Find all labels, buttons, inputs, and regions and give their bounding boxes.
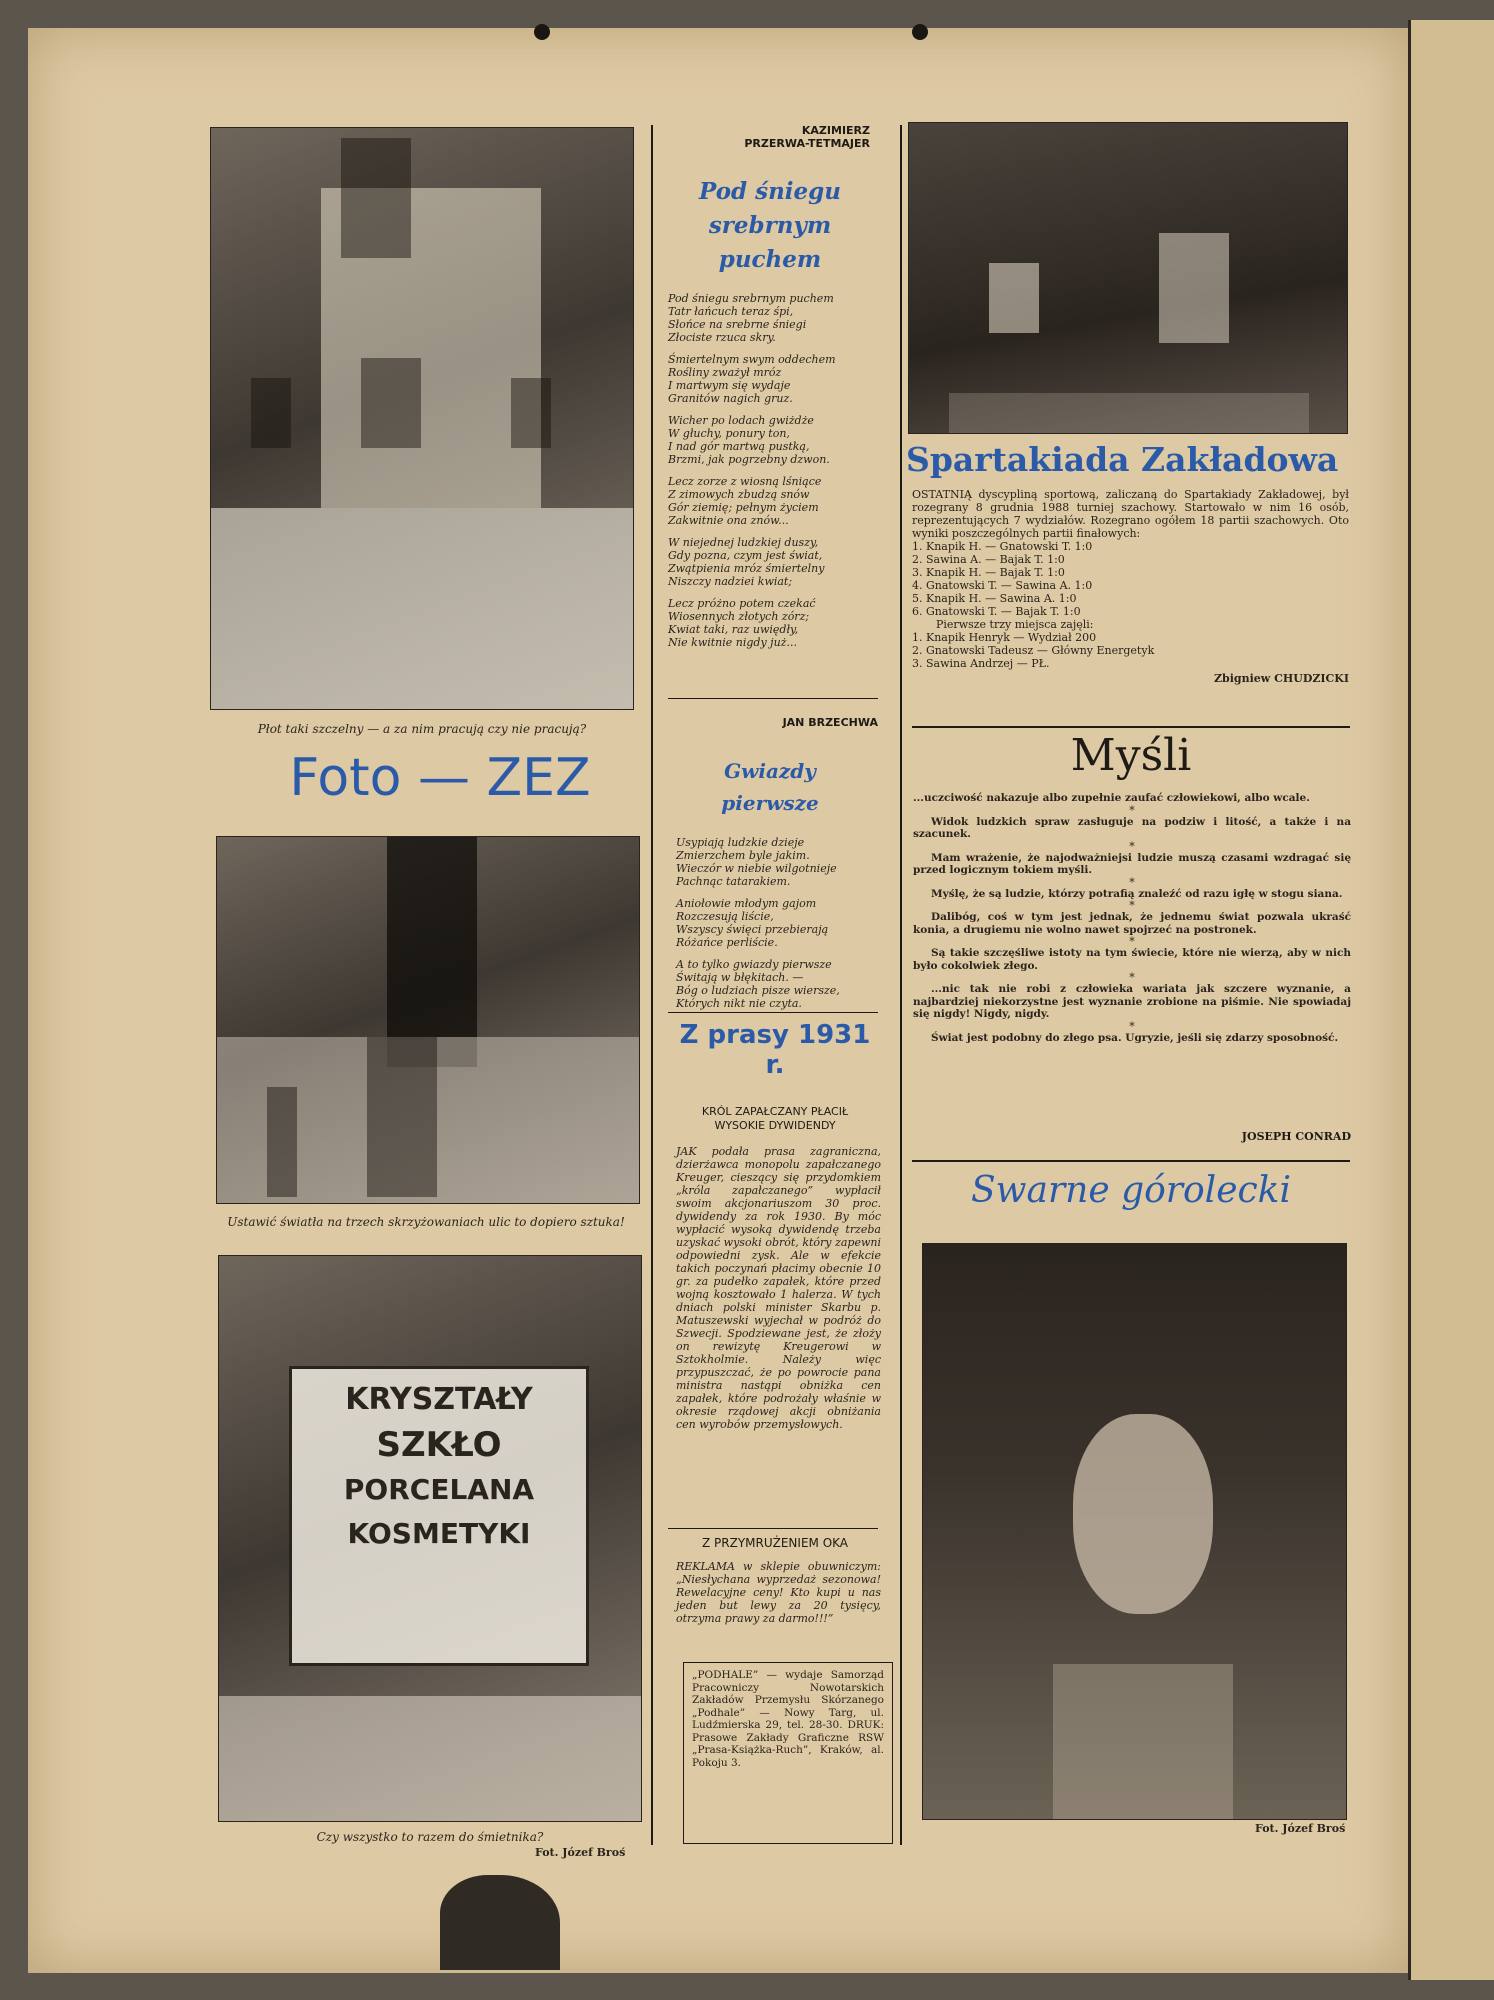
poem-stanza <box>668 292 880 344</box>
torn-paper-area <box>440 1875 560 1970</box>
joke-body: REKLAMA w sklepie obuwniczym: „Niesłychana wyprzedaż sezonowa! Rewelacyjne ceny! Kto kupi u nas jeden but lewy za 20 tysięcy, otrzyma prawy za darmo!!!” <box>676 1560 881 1625</box>
poem-line: Niszczy nadziei kwiat; <box>668 575 793 588</box>
poem-title <box>665 175 875 277</box>
column-rule <box>900 125 902 1845</box>
article-intro: OSTATNIĄ dyscypliną sportową, zaliczaną do Spartakiady Zakładowej, był rozegrany 8 grudnia 1988 turniej szachowy. Startowało w nim 16 osób, reprezentujących 7 wydziałów. Rozegrano ogółem 18 partii szachowych. Oto wyniki poszczególnych partii finałowych: <box>912 488 1349 540</box>
poem-line: Aniołowie młodym gajom <box>676 897 817 910</box>
binding-hole <box>912 24 928 40</box>
poem-line: Wieczór w niebie wilgotnieje <box>676 862 837 875</box>
section-title: Foto — ZEZ <box>289 748 591 808</box>
result-row: 4. Gnatowski T. — Sawina A. 1:0 <box>912 579 1093 592</box>
poem-line: Lecz zorze z wiosną lśniące <box>668 475 822 488</box>
separator <box>912 1160 1350 1162</box>
poem-line: A to tylko gwiazdy pierwsze <box>676 958 832 971</box>
star-divider: * <box>1129 899 1135 912</box>
poem-stanza <box>668 475 880 527</box>
portrait-photo <box>922 1243 1347 1820</box>
article-subtitle <box>668 1105 882 1133</box>
poem-line: Lecz próżno potem czekać <box>668 597 816 610</box>
poem-stanza <box>676 958 881 1010</box>
quote-author: JOSEPH CONRAD <box>1241 1130 1351 1143</box>
poem-author: JAN BRZECHWA <box>782 716 878 729</box>
star-divider: * <box>1129 1019 1135 1033</box>
separator <box>668 1012 878 1013</box>
poem-line: Słońce na srebrne śniegi <box>668 318 807 331</box>
poem-stanza <box>676 897 881 949</box>
poem-line: Śmiertelnym swym oddechem <box>668 353 836 366</box>
quote-text: Mam wrażenie, że najodważniejsi ludzie muszą czasami wzdragać się przed logicznym tokiem myśli. <box>913 851 1351 876</box>
poem-stanza <box>676 836 881 888</box>
town-hall-photo <box>210 127 634 710</box>
poem-line: Zwątpienia mróz śmiertelny <box>668 562 825 575</box>
photo-caption: Płot taki szczelny — a za nim pracują czy nie pracują? <box>257 722 587 736</box>
next-page-edge <box>1408 20 1494 1980</box>
impressum-box: „PODHALE” — wydaje Samorząd Pracowniczy Nowotarskich Zakładów Przemysłu Skórzanego „Podhale” — Nowy Targ, ul. Ludźmierska 29, tel. 28-30. DRUK: Prasowe Zakłady Graficzne RSW „Prasa-Książka-Ruch”, Kraków, al. Pokoju 3. <box>683 1662 893 1844</box>
poem-line: Bóg o ludziach pisze wiersze, <box>676 984 840 997</box>
chess-players-photo <box>908 122 1348 434</box>
article-subtitle-line: KRÓL ZAPAŁCZANY PŁACIŁ <box>701 1105 849 1118</box>
quote-text: Widok ludzkich spraw zasługuje na podziw i litość, a także i na szacunek. <box>913 815 1351 840</box>
poem-author-line: KAZIMIERZ <box>801 124 870 137</box>
poem-line: Wicher po lodach gwiżdże <box>668 414 814 427</box>
photo-caption: Ustawić światła na trzech skrzyżowaniach ulic to dopiero sztuka! <box>227 1215 625 1229</box>
poem-line: Rozczesują liście, <box>676 910 774 923</box>
poem-line: Zakwitnie ona znów... <box>668 514 789 527</box>
shop-sign-photo <box>218 1255 642 1822</box>
poem-line: Granitów nagich gruz. <box>668 392 793 405</box>
photo-credit: Fot. Józef Broś <box>1255 1822 1346 1835</box>
poem-line: Brzmi, jak pogrzebny dzwon. <box>668 453 830 466</box>
photo-caption: Czy wszystko to razem do śmietnika? <box>316 1830 544 1844</box>
poem-line: Zmierzchem byle jakim. <box>676 849 810 862</box>
binding-hole <box>534 24 550 40</box>
poem-line: Złociste rzuca skry. <box>668 331 776 344</box>
star-divider: * <box>1129 875 1135 889</box>
column-rule <box>651 125 653 1845</box>
section-title: Myśli <box>1070 730 1192 781</box>
section-title: Spartakiada Zakładowa <box>906 440 1339 479</box>
separator <box>668 1528 878 1529</box>
poem-line: I nad gór martwą pustką, <box>668 440 810 453</box>
separator <box>912 726 1350 728</box>
quote-text: Dalibóg, coś w tym jest jednak, że jednemu świat pozwala ukraść konia, a drugiemu nie wolno nawet spojrzeć na postronek. <box>913 911 1351 936</box>
poem-title-line: puchem <box>718 246 822 273</box>
quote-text: Myślę, że są ludzie, którzy potrafią znaleźć od razu igłę w stogu siana. <box>931 887 1343 900</box>
result-row: 6. Gnatowski T. — Bajak T. 1:0 <box>912 605 1081 618</box>
result-row: 3. Knapik H. — Bajak T. 1:0 <box>912 566 1065 579</box>
photo-credit: Fot. Józef Broś <box>535 1846 626 1859</box>
poem-title <box>665 755 875 819</box>
star-divider: * <box>1129 803 1135 817</box>
quote-text: ...nic tak nie robi z człowieka wariata jak szczere wyznanie, a najbardziej niekorzystne jest wyznanie zrobione na piśmie. Nie spowiadaj się nigdy! Nigdy, nigdy. <box>913 983 1351 1020</box>
poem-stanza <box>668 353 880 405</box>
star-divider: * <box>1129 971 1135 984</box>
poem-title-line: pierwsze <box>721 791 819 815</box>
quote-text: Świat jest podobny do złego psa. Ugryzie, jeśli się zdarzy sposobność. <box>931 1031 1339 1044</box>
spartakiada-article <box>912 488 1349 685</box>
poem-line: Nie kwitnie nigdy już... <box>668 636 797 649</box>
sign-text: KOSMETYKI <box>347 1517 531 1550</box>
places-intro: Pierwsze trzy miejsca zajęli: <box>936 618 1094 631</box>
sign-text: SZKŁO <box>376 1425 502 1465</box>
quotes-list <box>913 792 1351 1044</box>
result-row: 1. Knapik H. — Gnatowski T. 1:0 <box>912 540 1093 553</box>
section-title: Z prasy 1931 r. <box>679 1020 871 1080</box>
star-divider: * <box>1129 935 1135 948</box>
sign-text: KRYSZTAŁY <box>345 1382 533 1417</box>
poem-stanza <box>668 414 880 466</box>
separator <box>668 698 878 699</box>
poem-line: Pod śniegu srebrnym puchem <box>668 292 834 305</box>
quote-text: ...uczciwość nakazuje albo zupełnie zaufać człowiekowi, albo wcale. <box>913 792 1310 804</box>
sign-text: PORCELANA <box>343 1473 535 1506</box>
traffic-light-photo <box>216 836 640 1204</box>
poem-line: Różańce perliście. <box>676 936 778 949</box>
poem-line: W głuchy, ponury ton, <box>668 427 790 440</box>
quote-text: Są takie szczęśliwe istoty na tym świecie, które nie wierzą, aby w nich było cokolwiek złego. <box>913 947 1351 972</box>
poem-line: Świtają w błękitach. — <box>676 971 804 984</box>
poem-line: Tatr łańcuch teraz śpi, <box>668 305 794 318</box>
article-author: Zbigniew CHUDZICKI <box>1214 672 1349 685</box>
poem-line: Wszyscy święci przebierają <box>676 923 829 936</box>
poem-stanza <box>668 597 880 649</box>
result-row: 2. Gnatowski Tadeusz — Główny Energetyk <box>912 644 1155 657</box>
poem-title-line: Gwiazdy <box>724 759 816 783</box>
poem-author-line: PRZERWA-TETMAJER <box>744 137 870 150</box>
article-subtitle-line: WYSOKIE DYWIDENDY <box>714 1119 836 1132</box>
result-row: 1. Knapik Henryk — Wydział 200 <box>912 631 1097 644</box>
poem-title-line: Pod śniegu <box>699 178 841 205</box>
poem-author <box>660 124 870 150</box>
section-title: Z PRZYMRUŻENIEM OKA <box>701 1536 848 1550</box>
poem-line: Z zimowych zbudzą snów <box>668 488 810 501</box>
poem-line: Kwiat taki, raz uwiędły, <box>668 623 799 636</box>
poem-body <box>668 292 880 658</box>
star-divider: * <box>1129 839 1135 853</box>
poem-title-line: srebrnym <box>708 212 832 239</box>
poem-line: Wiosennych złotych zórz; <box>668 610 810 623</box>
poem-line: I martwym się wydaje <box>668 379 791 392</box>
section-title: Swarne górolecki <box>971 1170 1291 1211</box>
result-row: 5. Knapik H. — Sawina A. 1:0 <box>912 592 1077 605</box>
poem-line: Których nikt nie czyta. <box>676 997 802 1010</box>
poem-line: Rośliny zważył mróz <box>668 366 782 379</box>
poem-line: Gór ziemię; pełnym życiem <box>668 501 819 514</box>
result-row: 2. Sawina A. — Bajak T. 1:0 <box>912 553 1065 566</box>
poem-line: Usypiają ludzkie dzieje <box>676 836 805 849</box>
poem-body <box>676 836 881 1019</box>
result-row: 3. Sawina Andrzej — PŁ. <box>912 657 1050 670</box>
poem-line: Pachnąc tatarakiem. <box>676 875 791 888</box>
poem-stanza <box>668 536 880 588</box>
poem-line: W niejednej ludzkiej duszy, <box>668 536 819 549</box>
poem-line: Gdy pozna, czym jest świat, <box>668 549 823 562</box>
article-body: JAK podała prasa zagraniczna, dzierżawca monopolu zapałczanego Kreuger, cieszący się przydomkiem „króla zapałczanego” wypłacił swoim akcjonariuszom 30 proc. dywidendy za rok 1930. By móc wypłacić wysoką dywidendę trzeba uzyskać wysoki obrót, który zapewni odpowiedni zysk. Ale w efekcie takich poczynań płacimy obecnie 10 gr. za pudełko zapałek, które przed wojną kosztowało 1 halerza. W tych dniach polski minister Skarbu p. Matuszewski wyjechał w podróż do Szwecji. Spodziewane jest, że złoży on rewizytę Kreugerowi w Sztokholmie. Należy więc przypuszczać, że po powrocie pana ministra nastąpi obniżka cen zapałek, które podrożały właśnie w okresie rządowej akcji obniżania cen wyrobów przemysłowych. <box>676 1145 881 1431</box>
